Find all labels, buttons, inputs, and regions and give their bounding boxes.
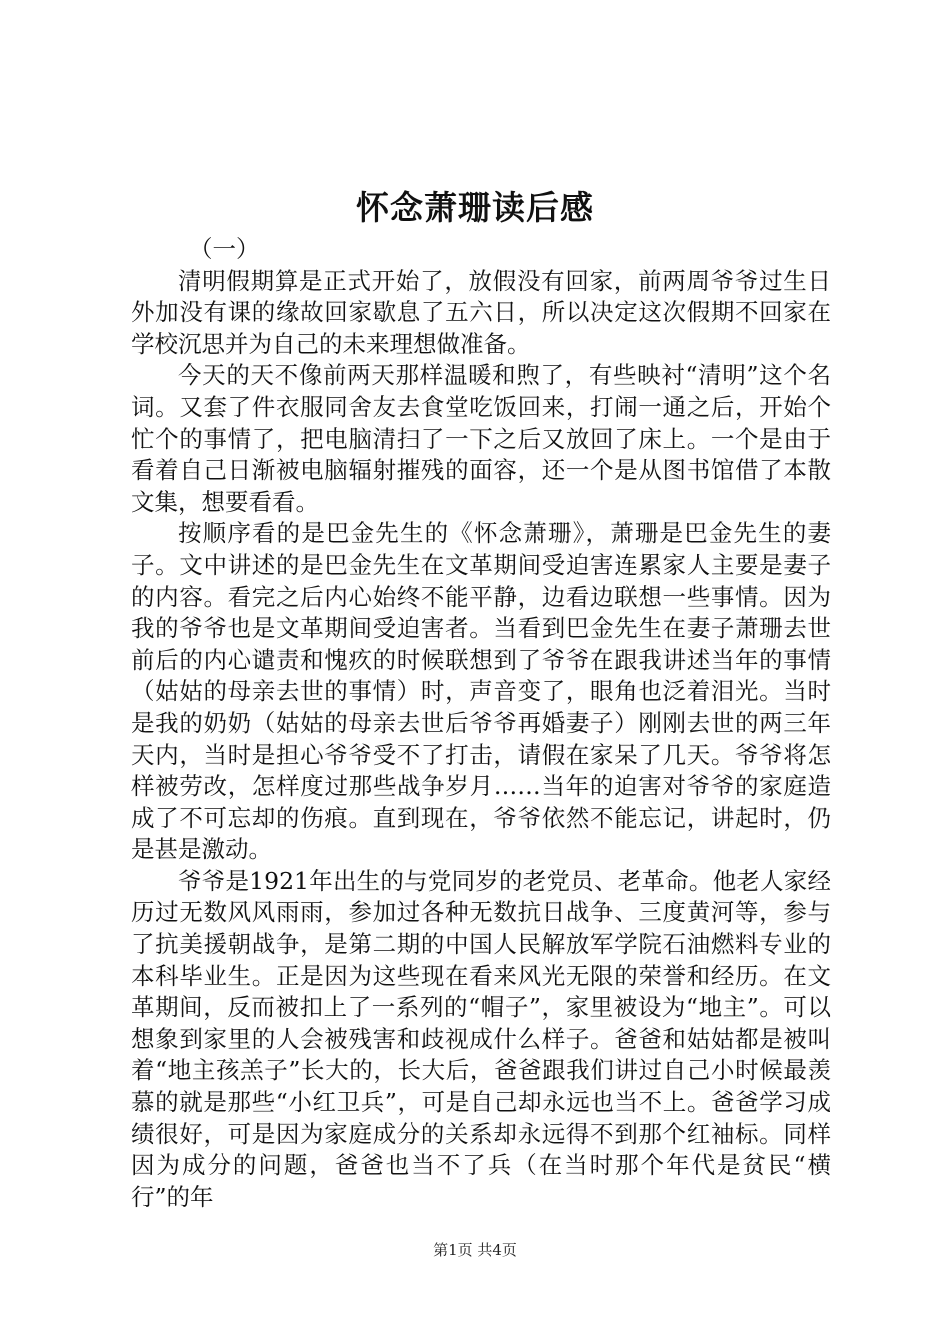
section-label: （一）	[189, 235, 260, 263]
page-footer: 第1页 共4页	[433, 1241, 517, 1259]
paragraph-3: 按顺序看的是巴金先生的《怀念萧珊》，萧珊是巴金先生的妻子。文中讲述的是巴金先生在文革期间受迫害连累家人主要是妻子的内容。看完之后内心始终不能平静，边看边联想一些事情。因为我的爷爷也是文革期间受迫害者。当看到巴金先生在妻子萧珊去世前后的内心谴责和愧疚的时候联想到了爷爷在跟我讲述当年的事情（姑姑的母亲去世的事情）时，声音变了，眼角也泛着泪光。当时是我的奶奶（姑姑的母亲去世后爷爷再婚妻子）刚刚去世的两三年天内，当时是担心爷爷受不了打击，请假在家呆了几天。爷爷将怎样被劳改，怎样度过那些战争岁月……当年的迫害对爷爷的家庭造成了不可忘却的伤痕。直到现在，爷爷依然不能忘记，讲起时，仍是甚是激动。	[131, 519, 831, 864]
paragraph-1: 清明假期算是正式开始了，放假没有回家，前两周爷爷过生日外加没有课的缘故回家歇息了五六日，所以决定这次假期不回家在学校沉思并为自己的未来理想做准备。	[131, 266, 831, 358]
document-body	[131, 234, 831, 1213]
paragraph-4: 爷爷是1921年出生的与党同岁的老党员、老革命。他老人家经历过无数风风雨雨，参加过各种无数抗日战争、三度黄河等，参与了抗美援朝战争，是第二期的中国人民解放军学院石油燃料专业的本科毕业生。正是因为这些现在看来风光无限的荣誉和经历。在文革期间，反而被扣上了一系列的“帽子”，家里被设为“地主”。可以想象到家里的人会被残害和歧视成什么样子。爸爸和姑姑都是被叫着“地主孩羔子”长大的，长大后，爸爸跟我们讲过自己小时候最羡慕的就是那些“小红卫兵”，可是自己却永远也当不上。爸爸学习成绩很好，可是因为家庭成分的关系却永远得不到那个红袖标。同样因为成分的问题，爸爸也当不了兵（在当时那个年代是贫民“横行”的年	[131, 866, 831, 1211]
paragraph-2: 今天的天不像前两天那样温暖和煦了，有些映衬“清明”这个名词。又套了件衣服同舍友去食堂吃饭回来，打闹一通之后，开始个忙个的事情了，把电脑清扫了一下之后又放回了床上。一个是由于看着自己日渐被电脑辐射摧残的面容，还一个是从图书馆借了本散文集，想要看看。	[131, 361, 831, 516]
document-title: 怀念萧珊读后感	[356, 188, 594, 227]
